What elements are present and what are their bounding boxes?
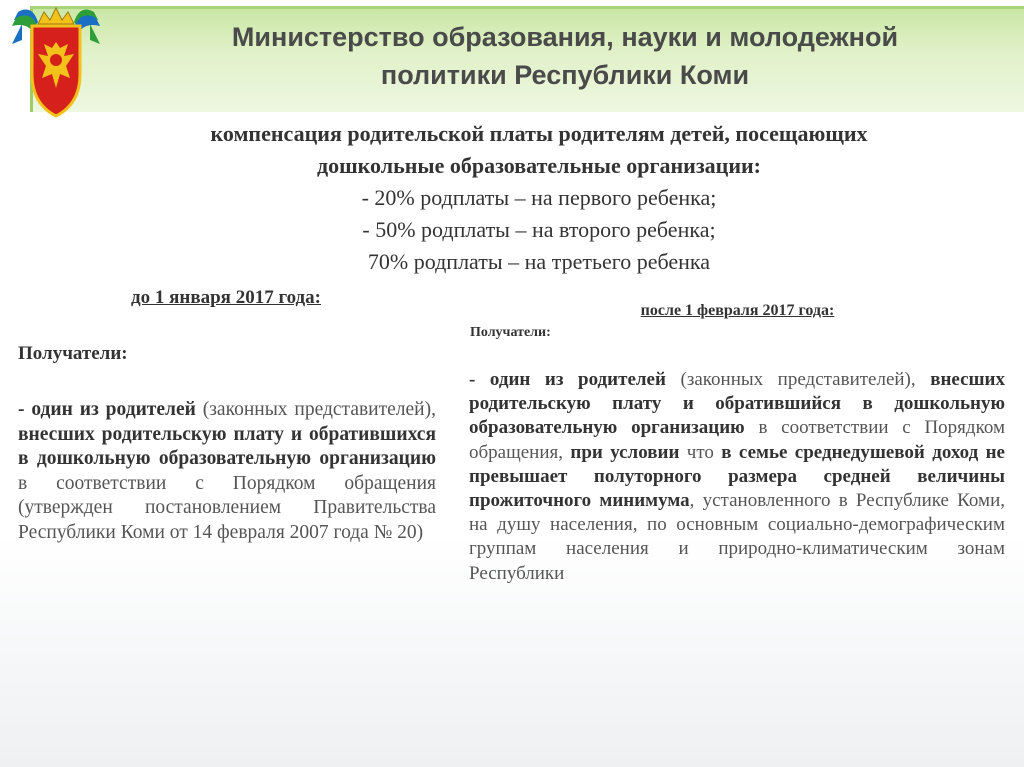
komi-coat-of-arms	[8, 4, 104, 122]
left-text-part-2: (законных представителей),	[195, 399, 436, 420]
right-text-part-1: - один из родителей	[469, 369, 666, 390]
right-text-part-3: внесших родительскую плату и обратившийся в дошкольную образовательную организацию	[469, 369, 1005, 439]
right-column-heading: после 1 февраля 2017 года:	[640, 302, 835, 319]
intro-line-3: - 20% родплаты – на первого ребенка;	[361, 185, 717, 210]
right-text-part-6: что	[679, 441, 722, 463]
left-text-part-1: - один из родителей	[18, 399, 196, 420]
right-text-part-8: , установленного в Республике Коми, на душу населения, по основным социально-демографическим группам населения и природно-климатическим зонам Республики	[469, 490, 1005, 584]
right-text-part-4: в соответствии с Порядком обращения,	[469, 417, 1005, 463]
left-recipients-label: Получатели:	[18, 343, 128, 364]
title-line-2: политики Республики Коми	[380, 60, 750, 90]
right-text-part-7: в семье среднедушевой доход не превышает полуторного размера средней величины прожиточного минимума	[469, 441, 1005, 512]
left-text-part-4: в соответствии с Порядком обращения (утвержден постановлением Правительства Республики Коми от 14 февраля 2007 года № 20)	[18, 472, 436, 543]
intro-line-1: компенсация родительской платы родителям детей, посещающих	[210, 121, 868, 146]
intro-line-5: 70% родплаты – на третьего ребенка	[367, 249, 711, 274]
intro-line-2: дошкольные образовательные организации:	[316, 153, 762, 178]
right-column-text	[469, 368, 1005, 586]
right-recipients-label: Получатели:	[470, 325, 551, 340]
intro-line-4: - 50% родплаты – на второго ребенка;	[362, 217, 716, 242]
left-text-part-3: внесших родительскую плату и обратившихся в дошкольную образовательную организацию	[18, 423, 436, 470]
header-top-line	[30, 6, 1024, 9]
left-column-text	[18, 398, 436, 546]
right-text-part-5: при условии	[570, 441, 680, 463]
page-title	[110, 18, 1020, 94]
title-line-1: Министерство образования, науки и молодежной	[231, 22, 899, 52]
intro-block	[60, 118, 1018, 278]
left-column-heading: до 1 января 2017 года:	[131, 287, 321, 308]
right-text-part-2: (законных представителей),	[665, 369, 931, 390]
